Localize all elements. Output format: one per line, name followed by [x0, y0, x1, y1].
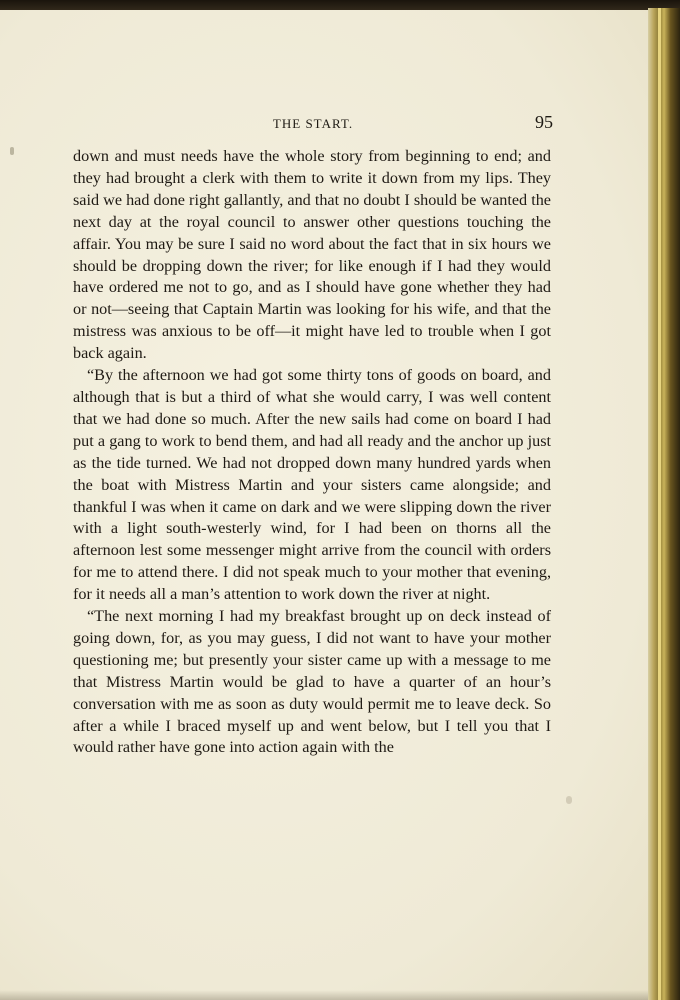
paragraph: “The next morning I had my breakfast brought up on deck instead of going down, for, as you may guess, I did not want to have your mother questioning me; but presently your sister came up with a message to me that Mistress Martin would be glad to have a quarter of an hour’s conversation with me as soon as duty would permit me to leave deck. So after a while I braced myself up and went below, but I tell you that I would rather have gone into action again with the: [73, 607, 551, 757]
page-header: [73, 112, 553, 138]
book-edge-stripe: [658, 8, 661, 1000]
bottom-shadow: [0, 990, 652, 1000]
page-number: 95: [535, 112, 553, 132]
body-text: [73, 146, 551, 759]
margin-speck: [10, 147, 14, 155]
running-title: THE START.: [272, 116, 354, 131]
book-edge: [648, 8, 680, 1000]
paragraph: “By the afternoon we had got some thirty tons of goods on board, and although that is but a third of what she would carry, I was well content that we had done so much. After the new sails had come on board I had put a gang to work to bend them, and had all ready and the anchor up just as the tide turned. We had not dropped down many hundred yards when the boat with Mistress Martin and your sisters came alongside; and thankful I was when it came on dark and we were slipping down the river with a light south-westerly wind, for I had been on thorns all the afternoon lest some messenger might arrive from the council with orders for me to attend there. I did not speak much to your mother that evening, for it needs all a man’s attention to work down the river at night.: [73, 366, 551, 604]
margin-speck: [566, 796, 572, 804]
paragraph: down and must needs have the whole story from beginning to end; and they had brought a clerk with them to write it down from my lips. They said we had done right gallantly, and that no doubt I should be wanted the next day at the royal council to answer other questions touching the affair. You may be sure I said no word about the fact that in six hours we should be dropping down the river; for like enough if I had they would have ordered me not to go, and as I should have gone whether they had or not—seeing that Captain Martin was looking for his wife, and that the mistress was anxious to be off—it might have led to trouble when I got back again.: [73, 147, 551, 363]
